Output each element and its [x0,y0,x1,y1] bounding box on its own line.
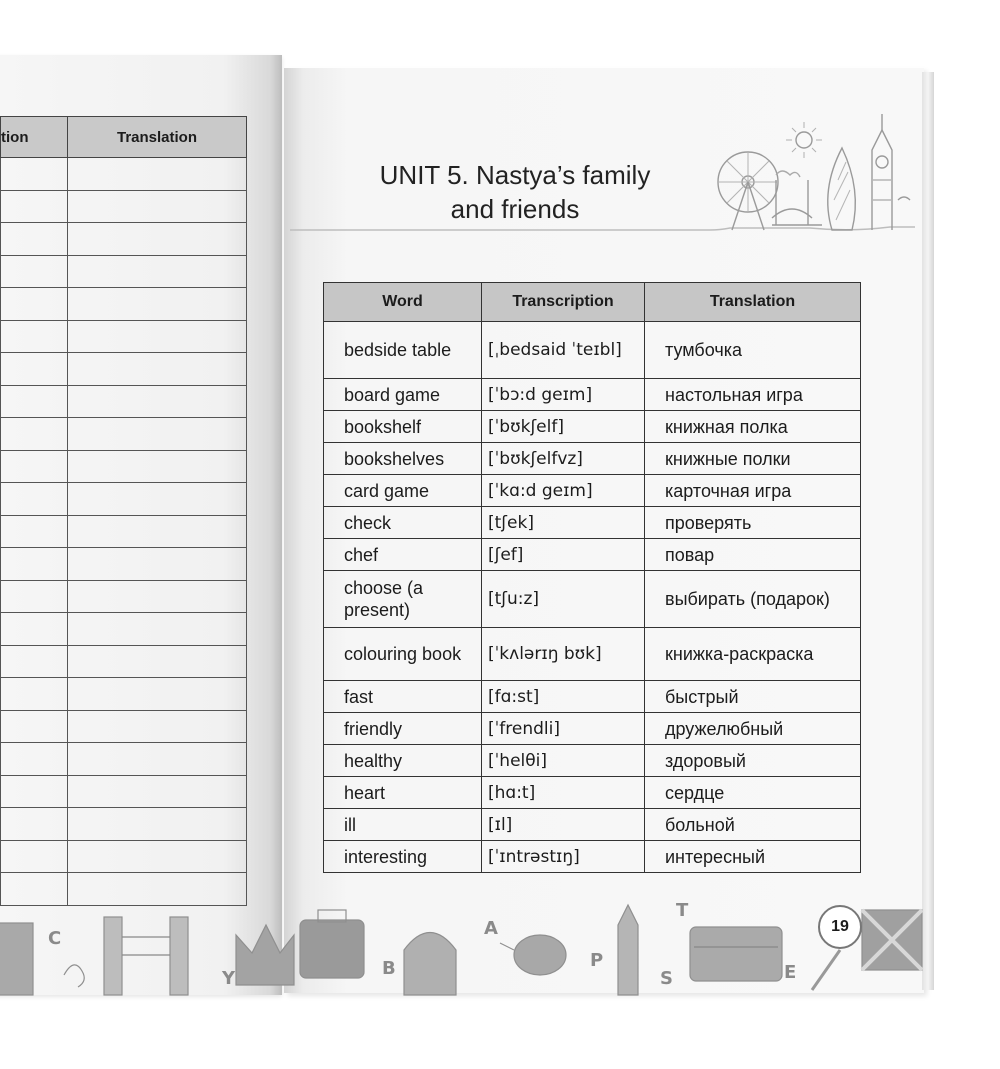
blank-row [1,255,247,288]
big-ben-icon [618,905,638,995]
blank-row [1,385,247,418]
blank-cell [68,808,247,841]
blank-cell [1,450,68,483]
band-letter-p: P [590,950,604,971]
blank-cell [1,808,68,841]
blank-cell [68,580,247,613]
blank-cell [1,418,68,451]
blank-cell [1,288,68,321]
crown-icon [236,925,294,985]
word-cell: check [324,507,482,539]
blank-cell [1,158,68,191]
blank-row [1,483,247,516]
word-cell: heart [324,777,482,809]
translation-cell: дружелюбный [645,713,861,745]
band-letter-y: Y [222,968,236,989]
band-letter-t: T [676,900,689,921]
blank-cell [68,678,247,711]
blank-row [1,645,247,678]
translation-cell: здоровый [645,745,861,777]
header-transcription: Transcription [482,283,645,322]
blank-row [1,548,247,581]
blank-cell [1,255,68,288]
table-row [324,475,861,507]
left-header-translation: Translation [68,117,247,158]
table-row [324,443,861,475]
blank-row [1,515,247,548]
blank-cell [1,548,68,581]
suitcase-icon [300,920,364,978]
blank-row [1,223,247,256]
word-cell: card game [324,475,482,507]
translation-cell: больной [645,809,861,841]
left-header-word: tion [1,117,68,158]
transcription-cell: [tʃu:z] [482,571,645,628]
blank-cell [68,645,247,678]
translation-cell: выбирать (подарок) [645,571,861,628]
double-decker-bus-icon [690,927,782,981]
transcription-cell: [tʃek] [482,507,645,539]
blank-row [1,320,247,353]
blank-cell [68,190,247,223]
blank-cell [1,710,68,743]
translation-cell: повар [645,539,861,571]
transcription-cell: [ɪl] [482,809,645,841]
blank-cell [1,483,68,516]
blank-row [1,743,247,776]
transcription-cell: [ˈfrendli] [482,713,645,745]
blank-row [1,418,247,451]
blank-cell [68,548,247,581]
word-cell: friendly [324,713,482,745]
blank-cell [68,483,247,516]
blank-cell [68,223,247,256]
header-word: Word [324,283,482,322]
blank-cell [1,190,68,223]
transcription-cell: [hɑ:t] [482,777,645,809]
blank-cell [68,840,247,873]
blank-cell [1,223,68,256]
blank-cell [68,515,247,548]
table-row [324,681,861,713]
word-cell: bedside table [324,322,482,379]
translation-cell: проверять [645,507,861,539]
word-cell: colouring book [324,628,482,681]
transcription-cell: [fɑ:st] [482,681,645,713]
band-letter-e: E [784,962,797,983]
table-row [324,571,861,628]
blank-cell [68,450,247,483]
blank-cell [1,515,68,548]
blank-cell [1,613,68,646]
table-row [324,745,861,777]
transcription-cell: [ˈhelθi] [482,745,645,777]
blank-row [1,288,247,321]
translation-cell: настольная игра [645,379,861,411]
table-row [324,507,861,539]
translation-cell: сердце [645,777,861,809]
word-cell: board game [324,379,482,411]
transcription-cell: [ˈkʌlərɪŋ bʊk] [482,628,645,681]
translation-cell: книжка-раскраска [645,628,861,681]
blank-cell [1,678,68,711]
blank-cell [68,288,247,321]
blank-cell [68,255,247,288]
left-vocab-table [0,116,247,906]
blank-row [1,775,247,808]
translation-cell: быстрый [645,681,861,713]
blank-cell [1,645,68,678]
blank-cell [1,775,68,808]
table-row [324,777,861,809]
word-cell: chef [324,539,482,571]
blank-cell [68,353,247,386]
blank-row [1,613,247,646]
transcription-cell: [ˈɪntrəstɪŋ] [482,841,645,873]
blank-cell [1,743,68,776]
blank-row [1,158,247,191]
table-row [324,379,861,411]
unit-title-line-2: and friends [450,194,580,224]
blank-cell [1,840,68,873]
translation-cell: тумбочка [645,322,861,379]
blank-cell [68,775,247,808]
page-number: 19 [818,905,862,949]
table-row [324,322,861,379]
page-edge [922,72,934,990]
band-letter-s: S [660,968,673,989]
vocabulary-table [323,282,861,873]
london-skyline-icon [712,100,912,240]
header-translation: Translation [645,283,861,322]
transcription-cell: [ˌbedsaid ˈteɪbl] [482,322,645,379]
transcription-cell: [ˈbʊkʃelfvz] [482,443,645,475]
transcription-cell: [ˈbɔ:d geɪm] [482,379,645,411]
table-row [324,713,861,745]
blank-cell [68,613,247,646]
word-cell: fast [324,681,482,713]
blank-row [1,678,247,711]
table-row [324,628,861,681]
translation-cell: книжная полка [645,411,861,443]
word-cell: bookshelf [324,411,482,443]
word-cell: choose (a present) [324,571,482,628]
blank-cell [68,418,247,451]
transcription-cell: [ˈkɑ:d geɪm] [482,475,645,507]
unit-title-line-1: UNIT 5. Nastya’s family [379,160,651,190]
blank-cell [68,385,247,418]
blank-cell [68,158,247,191]
tower-bridge-icon [104,917,122,995]
translation-cell: книжные полки [645,443,861,475]
table-row [324,841,861,873]
band-letter-c: C [48,928,62,949]
decorative-band [0,895,930,1000]
blank-row [1,808,247,841]
blank-row [1,840,247,873]
blank-cell [1,353,68,386]
phone-box-icon [0,923,33,995]
blank-cell [68,743,247,776]
word-cell: ill [324,809,482,841]
blank-cell [1,320,68,353]
word-cell: interesting [324,841,482,873]
st-pauls-icon [404,933,456,996]
blank-row [1,580,247,613]
blank-cell [1,580,68,613]
blank-cell [68,320,247,353]
band-letter-a: A [484,918,498,939]
table-row [324,411,861,443]
translation-cell: интересный [645,841,861,873]
blank-row [1,190,247,223]
table-row [324,539,861,571]
pen-icon [812,950,840,990]
word-cell: healthy [324,745,482,777]
table-row [324,809,861,841]
blank-row [1,353,247,386]
blank-cell [1,385,68,418]
blank-row [1,710,247,743]
transcription-cell: [ˈbʊkʃelf] [482,411,645,443]
word-cell: bookshelves [324,443,482,475]
transcription-cell: [ʃef] [482,539,645,571]
translation-cell: карточная игра [645,475,861,507]
band-letter-b: B [382,958,396,979]
blank-row [1,450,247,483]
blank-cell [68,710,247,743]
unit-title [330,158,700,226]
teapot-icon [514,935,566,975]
